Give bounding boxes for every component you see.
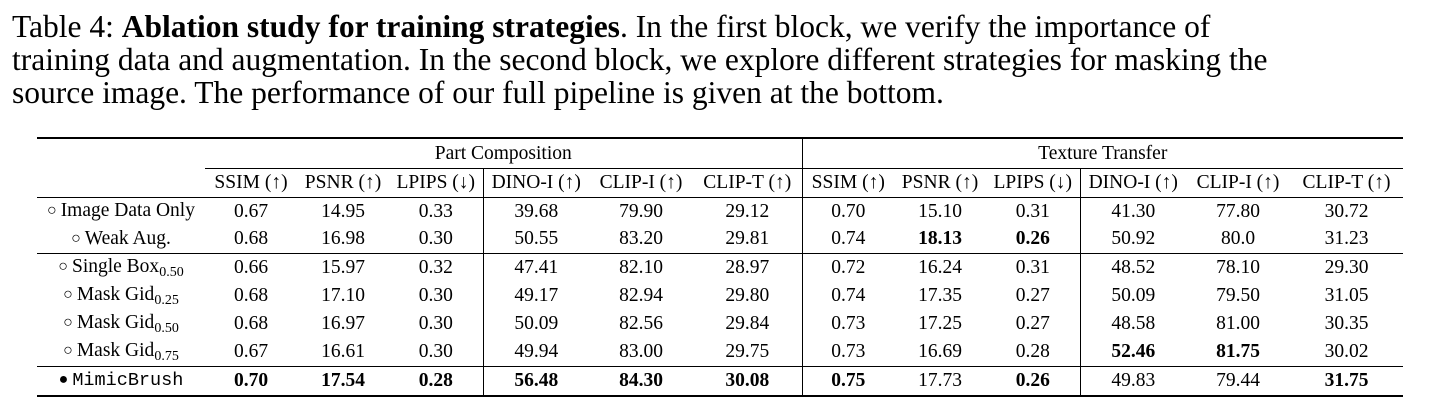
group-part-composition: Part Composition <box>205 138 802 169</box>
cell: 83.20 <box>589 226 693 254</box>
row-label <box>37 226 205 254</box>
cell: 82.56 <box>619 313 663 334</box>
cell: 16.97 <box>321 313 365 334</box>
header-clip-i: CLIP-I (↑) <box>1186 169 1290 198</box>
header-lpips: LPIPS (↓) <box>986 169 1080 198</box>
cell: 16.24 <box>918 257 962 278</box>
header-clip-t: CLIP-T (↑) <box>1290 169 1403 198</box>
cell: 83.00 <box>589 338 693 367</box>
cell-best <box>483 367 589 396</box>
table-row <box>37 198 1403 226</box>
cell-best <box>1186 338 1290 367</box>
cell: 49.83 <box>1080 367 1186 396</box>
cell: 29.30 <box>1324 257 1369 278</box>
header-ssim: SSIM (↑) <box>205 169 297 198</box>
cell: 0.74 <box>802 226 894 254</box>
row-subscript: 0.50 <box>154 321 179 336</box>
best-value: 0.28 <box>418 369 453 391</box>
cell: 50.92 <box>1080 226 1186 254</box>
cell: 0.32 <box>389 254 483 283</box>
cell: 14.95 <box>321 200 365 222</box>
cell: 31.05 <box>1324 285 1369 306</box>
filled-circle-icon: ● <box>58 371 69 389</box>
row-label <box>37 282 205 310</box>
cell: 29.80 <box>725 285 770 306</box>
best-value: 84.30 <box>619 369 663 391</box>
header-psnr: PSNR (↑) <box>297 169 389 198</box>
cell: 49.94 <box>483 338 589 367</box>
header-lpips: LPIPS (↓) <box>389 169 483 198</box>
cell: 0.30 <box>389 282 483 310</box>
cell: 0.30 <box>389 338 483 367</box>
best-value: 52.46 <box>1111 341 1156 362</box>
cell: 31.23 <box>1290 226 1403 254</box>
cell: 0.72 <box>802 254 894 283</box>
caption-line-1 <box>12 10 1432 43</box>
cell: 39.68 <box>514 200 559 222</box>
cell: 77.80 <box>1216 200 1260 222</box>
cell: 16.69 <box>894 338 986 367</box>
cell: 15.10 <box>918 200 962 222</box>
row-name: Mask Gid <box>76 340 155 361</box>
table-row-full-pipeline <box>37 367 1403 396</box>
cell: 0.66 <box>233 257 269 278</box>
cell: 0.67 <box>205 338 297 367</box>
header-clip-i: CLIP-I (↑) <box>589 169 693 198</box>
cell: 50.09 <box>1111 285 1156 306</box>
cell-best <box>389 367 483 396</box>
cell-best <box>802 367 894 396</box>
caption-title: Ablation study for training strategies <box>121 9 620 44</box>
cell: 0.73 <box>802 338 894 367</box>
cell: 0.30 <box>389 310 483 338</box>
row-subscript: 0.75 <box>154 349 179 364</box>
corner-cell-metrics <box>37 169 205 198</box>
cell-best <box>986 226 1080 254</box>
hollow-circle-icon: ○ <box>63 314 73 331</box>
cell: 82.10 <box>619 257 663 278</box>
cell: 17.73 <box>894 367 986 396</box>
row-label <box>37 338 205 367</box>
hollow-circle-icon: ○ <box>58 258 68 275</box>
cell: 29.75 <box>693 338 802 367</box>
cell: 79.50 <box>1216 285 1260 306</box>
best-value: 56.48 <box>514 369 559 391</box>
cell: 17.10 <box>321 285 365 306</box>
cell-best <box>1290 367 1403 396</box>
cell-best <box>1080 338 1186 367</box>
header-dino-i: DINO-I (↑) <box>483 169 589 198</box>
row-name: Mask Gid <box>76 312 155 333</box>
cell: 0.30 <box>389 226 483 254</box>
row-subscript: 0.50 <box>159 265 184 280</box>
corner-cell <box>37 138 205 169</box>
metric-header-row <box>37 169 1403 198</box>
best-value: 0.26 <box>1015 369 1050 391</box>
cell: 80.0 <box>1186 226 1290 254</box>
hollow-circle-icon: ○ <box>63 286 73 303</box>
table-row <box>37 310 1403 338</box>
cell: 17.25 <box>918 313 962 334</box>
cell: 0.73 <box>802 310 894 338</box>
best-value: 0.75 <box>831 369 866 391</box>
cell: 0.28 <box>986 338 1080 367</box>
row-name: Single Box <box>71 256 160 277</box>
caption-text: . In the first block, we verify the importance of <box>619 9 1211 44</box>
best-value: 81.75 <box>1216 341 1260 362</box>
row-label <box>37 310 205 338</box>
cell: 15.97 <box>321 257 365 278</box>
cell: 48.52 <box>1111 257 1156 278</box>
cell: 48.58 <box>1111 313 1156 334</box>
cell-best <box>894 226 986 254</box>
cell: 29.12 <box>725 200 770 222</box>
best-value: 31.75 <box>1324 369 1369 391</box>
cell: 79.44 <box>1186 367 1290 396</box>
row-subscript: 0.25 <box>154 293 179 308</box>
cell: 30.35 <box>1324 313 1369 334</box>
cell: 50.09 <box>514 313 559 334</box>
header-clip-t: CLIP-T (↑) <box>693 169 802 198</box>
header-dino-i: DINO-I (↑) <box>1080 169 1186 198</box>
cell-best <box>297 367 389 396</box>
group-header-row <box>37 138 1403 169</box>
cell-best <box>589 367 693 396</box>
caption-table-label: Table 4: <box>12 9 122 44</box>
table-row <box>37 282 1403 310</box>
row-name: Mask Gid <box>76 284 155 305</box>
cell: 0.67 <box>233 200 269 222</box>
caption-line-2: training data and augmentation. In the second block, we explore different strategies for masking the <box>12 42 1268 77</box>
header-ssim: SSIM (↑) <box>802 169 894 198</box>
table-row <box>37 226 1403 254</box>
cell: 30.72 <box>1324 200 1369 222</box>
row-name: Weak Aug. <box>84 227 171 249</box>
best-value: 0.26 <box>1015 228 1050 250</box>
cell: 16.61 <box>297 338 389 367</box>
cell: 0.27 <box>986 310 1080 338</box>
cell: 82.94 <box>619 285 663 306</box>
cell: 81.00 <box>1216 313 1260 334</box>
row-label <box>37 254 205 283</box>
cell: 16.98 <box>297 226 389 254</box>
table-row <box>37 254 1403 283</box>
cell: 17.35 <box>918 285 962 306</box>
cell: 41.30 <box>1111 200 1156 222</box>
cell: 49.17 <box>514 285 559 306</box>
group-texture-transfer: Texture Transfer <box>802 138 1403 169</box>
table-row <box>37 338 1403 367</box>
cell: 0.68 <box>233 285 269 306</box>
cell: 79.90 <box>619 200 663 222</box>
cell: 50.55 <box>483 226 589 254</box>
cell: 47.41 <box>514 257 559 278</box>
row-label <box>37 367 205 396</box>
caption-line-3: source image. The performance of our full pipeline is given at the bottom. <box>12 75 944 110</box>
cell: 0.74 <box>802 282 894 310</box>
cell: 0.31 <box>986 198 1080 226</box>
hollow-circle-icon: ○ <box>63 342 73 359</box>
cell: 0.68 <box>233 313 269 334</box>
cell: 0.70 <box>802 198 894 226</box>
cell: 30.02 <box>1290 338 1403 367</box>
cell: 0.68 <box>205 226 297 254</box>
header-psnr: PSNR (↑) <box>894 169 986 198</box>
row-label <box>37 198 205 226</box>
cell: 29.84 <box>725 313 770 334</box>
best-value: 0.70 <box>233 369 269 391</box>
cell: 28.97 <box>725 257 770 278</box>
table-caption <box>12 10 1432 109</box>
hollow-circle-icon: ○ <box>47 202 57 220</box>
cell-best <box>205 367 297 396</box>
cell-best <box>693 367 802 396</box>
best-value: 30.08 <box>725 369 770 391</box>
hollow-circle-icon: ○ <box>71 229 81 247</box>
cell: 0.33 <box>389 198 483 226</box>
cell: 0.27 <box>986 282 1080 310</box>
cell: 0.31 <box>986 254 1080 283</box>
cell: 78.10 <box>1216 257 1260 278</box>
row-name: MimicBrush <box>72 370 184 392</box>
ablation-table <box>37 137 1403 397</box>
best-value: 18.13 <box>918 228 962 250</box>
row-name: Image Data Only <box>60 200 195 222</box>
cell: 29.81 <box>693 226 802 254</box>
cell-best <box>986 367 1080 396</box>
best-value: 17.54 <box>321 369 365 391</box>
